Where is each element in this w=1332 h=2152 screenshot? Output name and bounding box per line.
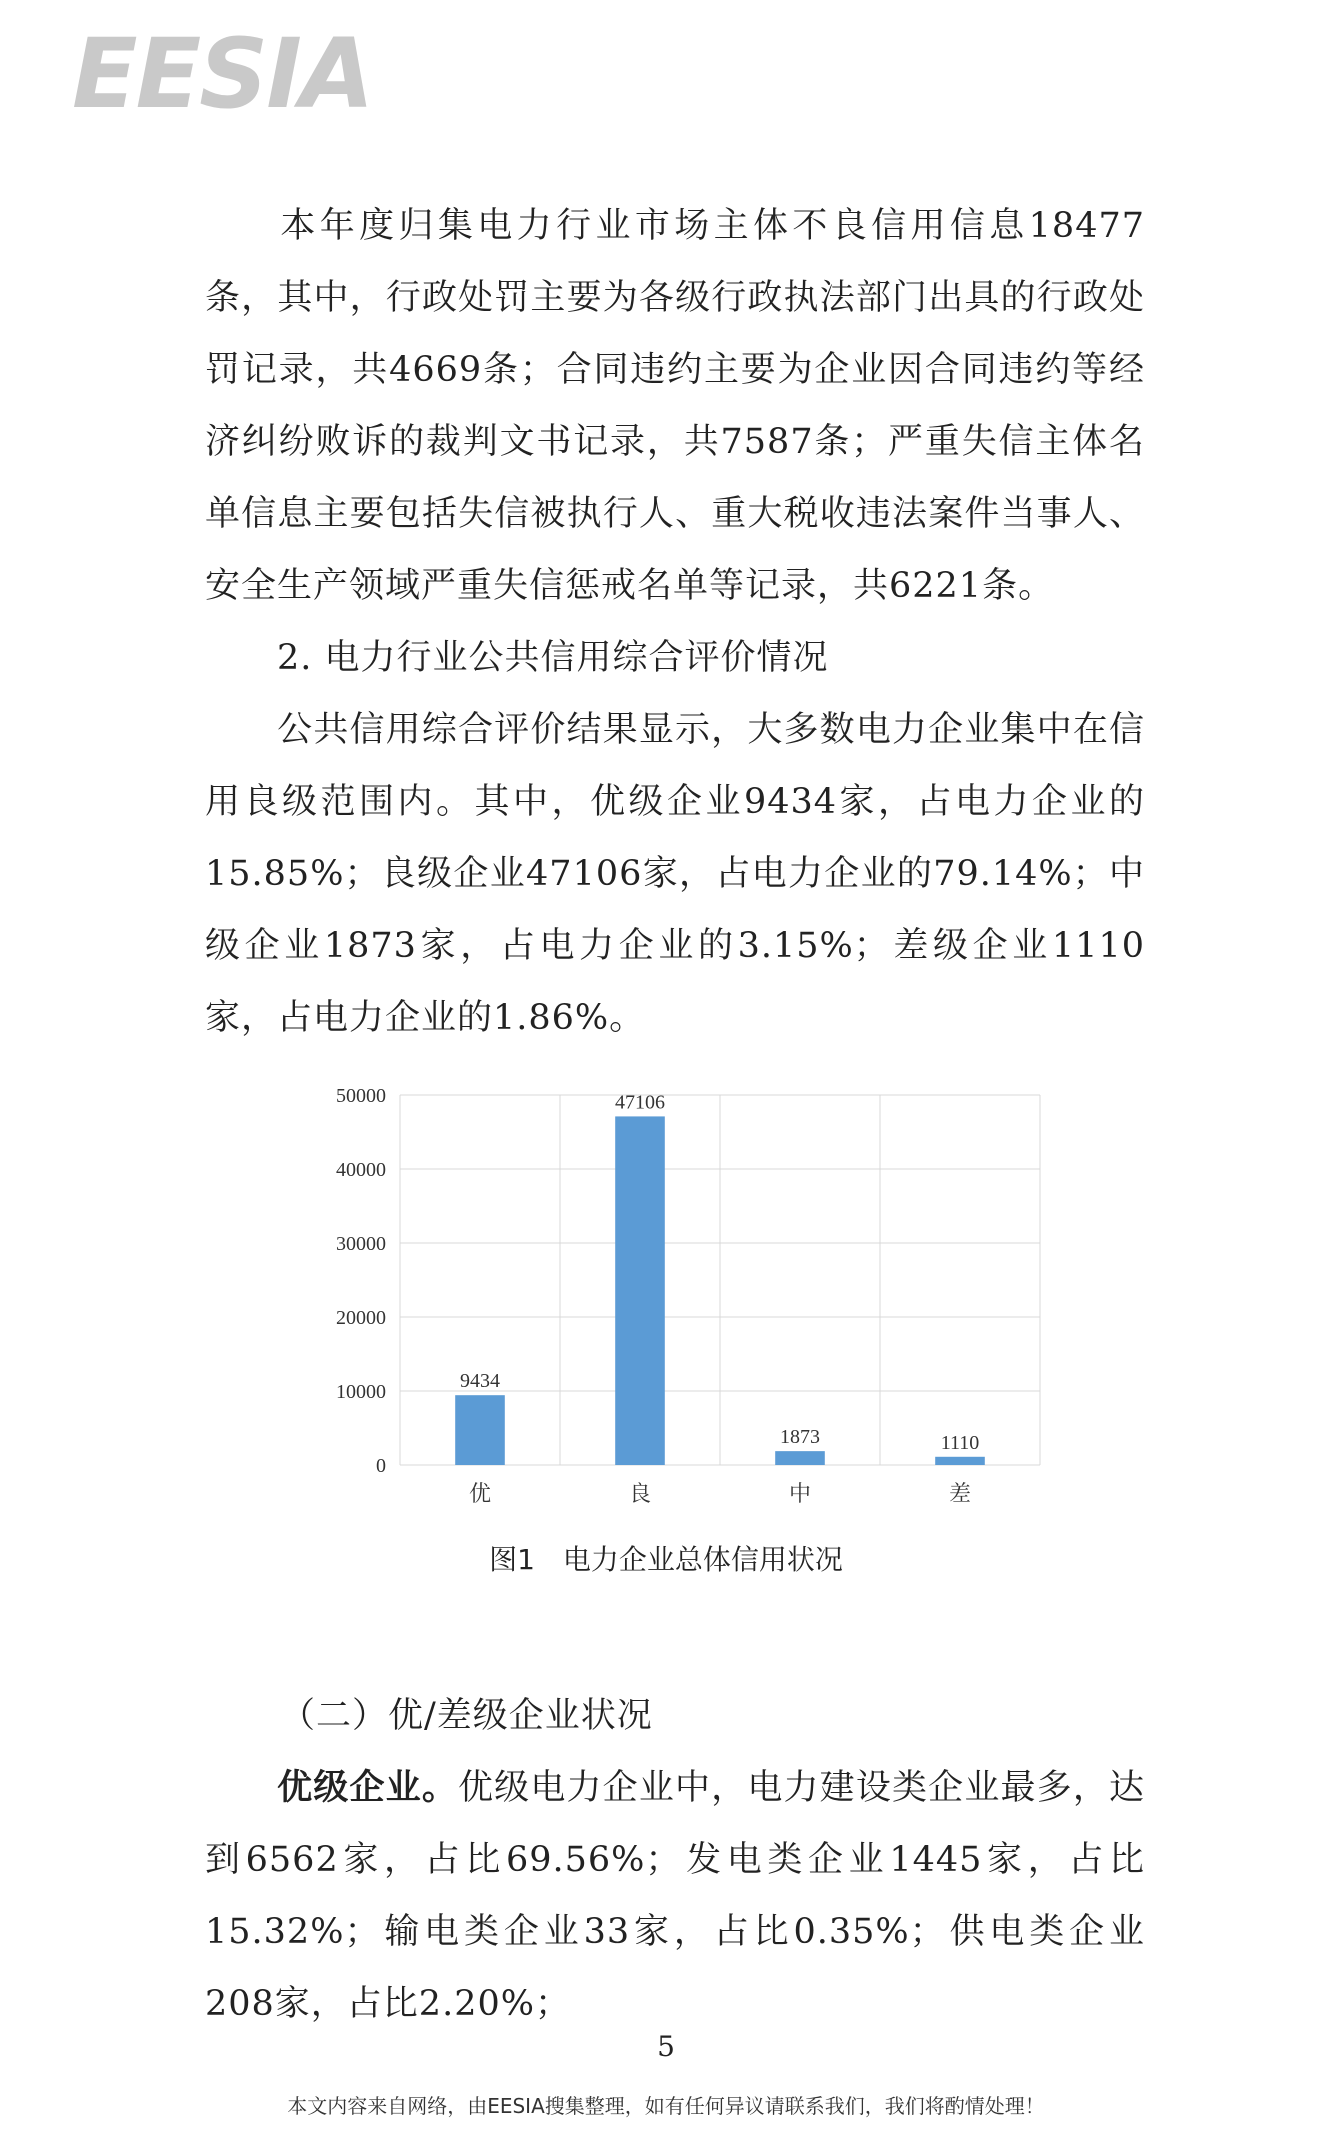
credit-bar-chart	[300, 1060, 1060, 1530]
y-tick-label: 40000	[336, 1159, 386, 1181]
x-category-label: 良	[628, 1482, 652, 1507]
bar-1	[455, 1395, 505, 1465]
paragraph-evaluation-result	[205, 694, 1145, 1054]
y-tick-label: 30000	[336, 1233, 386, 1255]
y-tick-label: 10000	[336, 1381, 386, 1403]
data-label: 1110	[940, 1431, 980, 1454]
data-label: 47106	[615, 1091, 665, 1114]
data-label: 9434	[460, 1370, 500, 1393]
data-label: 1873	[780, 1426, 820, 1449]
x-category-label: 差	[948, 1482, 972, 1507]
section-heading-evaluation: 2. 电力行业公共信用综合评价情况	[277, 638, 829, 678]
x-category-label: 中	[788, 1482, 812, 1507]
y-tick-label: 0	[376, 1455, 386, 1477]
bar-2	[615, 1116, 665, 1465]
paragraph-evaluation-text: 公共信用综合评价结果显示，大多数电力企业集中在信用良级范围内。其中，优级企业9434家，占电力企业的15.85%；良级企业47106家，占电力企业的79.14%；中级企业1873家，占电力企业的3.15%；差级企业1110家，占电力企业的1.86%。	[205, 710, 1145, 1038]
page-number: 5	[657, 2030, 675, 2063]
excellent-enterprises-lead: 优级企业。	[277, 1767, 458, 1808]
excellent-enterprises-text: 优级电力企业中，电力建设类企业最多，达到6562家，占比69.56%；发电类企业1445家，占比15.32%；输电类企业33家，占比0.35%；供电类企业208家，占比2.20%；	[205, 1768, 1145, 2024]
eesia-logo: EESIA	[72, 18, 373, 130]
paragraph-bad-credit-text: 本年度归集电力行业市场主体不良信用信息18477条，其中，行政处罚主要为各级行政执法部门出具的行政处罚记录，共4669条；合同违约主要为企业因合同违约等经济纠纷败诉的裁判文书记录，共7587条；严重失信主体名单信息主要包括失信被执行人、重大税收违法案件当事人、安全生产领域严重失信惩戒名单等记录，共6221条。	[205, 206, 1145, 606]
bar-4	[935, 1457, 985, 1465]
y-tick-label: 20000	[336, 1307, 386, 1329]
section-heading-excellent-poor: （二）优/差级企业状况	[280, 1696, 653, 1736]
paragraph-excellent-enterprises	[205, 1752, 1145, 2040]
paragraph-bad-credit-info	[205, 190, 1145, 622]
y-tick-label: 50000	[336, 1085, 386, 1107]
footer-note: 本文内容来自网络，由EESIA搜集整理，如有任何异议请联系我们，我们将酌情处理！	[287, 2094, 1045, 2118]
bar-3	[775, 1451, 825, 1465]
figure-caption: 图1 电力企业总体信用状况	[489, 1543, 843, 1576]
x-category-label: 优	[468, 1482, 492, 1507]
